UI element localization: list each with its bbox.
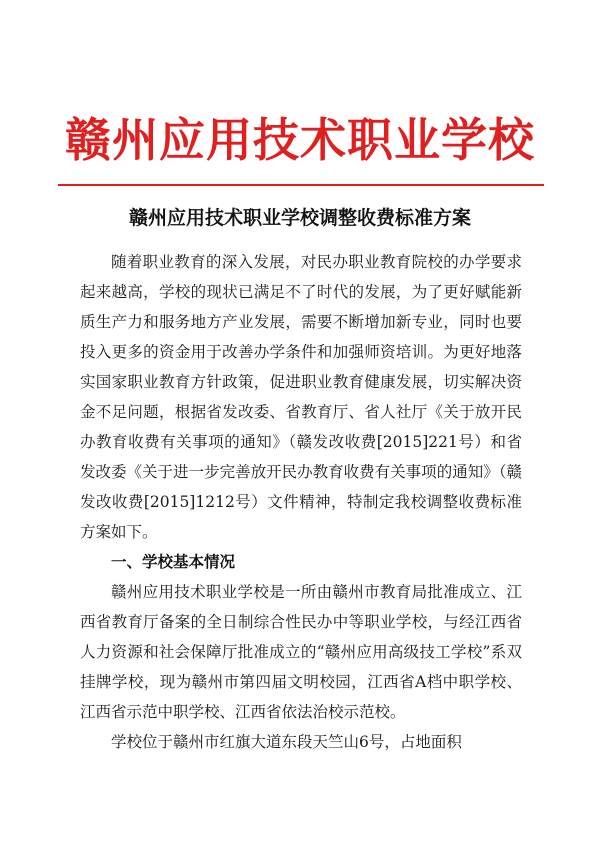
letterhead-divider — [58, 184, 544, 186]
school-location-paragraph: 学校位于赣州市红旗大道东段天竺山6号，占地面积 — [111, 733, 462, 751]
school-letterhead: 赣州应用技术职业学校 — [65, 113, 535, 167]
section-heading-basic-info: 一、学校基本情况 — [111, 553, 236, 571]
school-overview-paragraph: 赣州应用技术职业学校是一所由赣州市教育局批准成立、江西省教育厅备案的全日制综合性民办中等职业学校，与经江西省人力资源和社会保障厅批准成立的“赣州应用高级技工学校”系双挂牌学校，现为赣州市第四届文明校园，江西省A档中职学校、江西省示范中职学校、江西省依法治校示范校。 — [80, 583, 522, 721]
document-title: 赣州应用技术职业学校调整收费标准方案 — [128, 207, 471, 229]
document-body — [80, 247, 522, 757]
intro-paragraph: 随着职业教育的深入发展，对民办职业教育院校的办学要求起来越高，学校的现状已满足不了时代的发展，为了更好赋能新质生产力和服务地方产业发展，需要不断增加新专业，同时也要投入更多的资金用于改善办学条件和加强师资培训。为更好地落实国家职业教育方针政策，促进职业教育健康发展，切实解决资金不足问题，根据省发改委、省教育厅、省人社厅《关于放开民办教育收费有关事项的通知》（赣发改收费[2015]221号）和省发改委《关于进一步完善放开民办教育收费有关事项的通知》（赣发改收费[2015]1212号）文件精神，特制定我校调整收费标准方案如下。 — [80, 253, 522, 541]
